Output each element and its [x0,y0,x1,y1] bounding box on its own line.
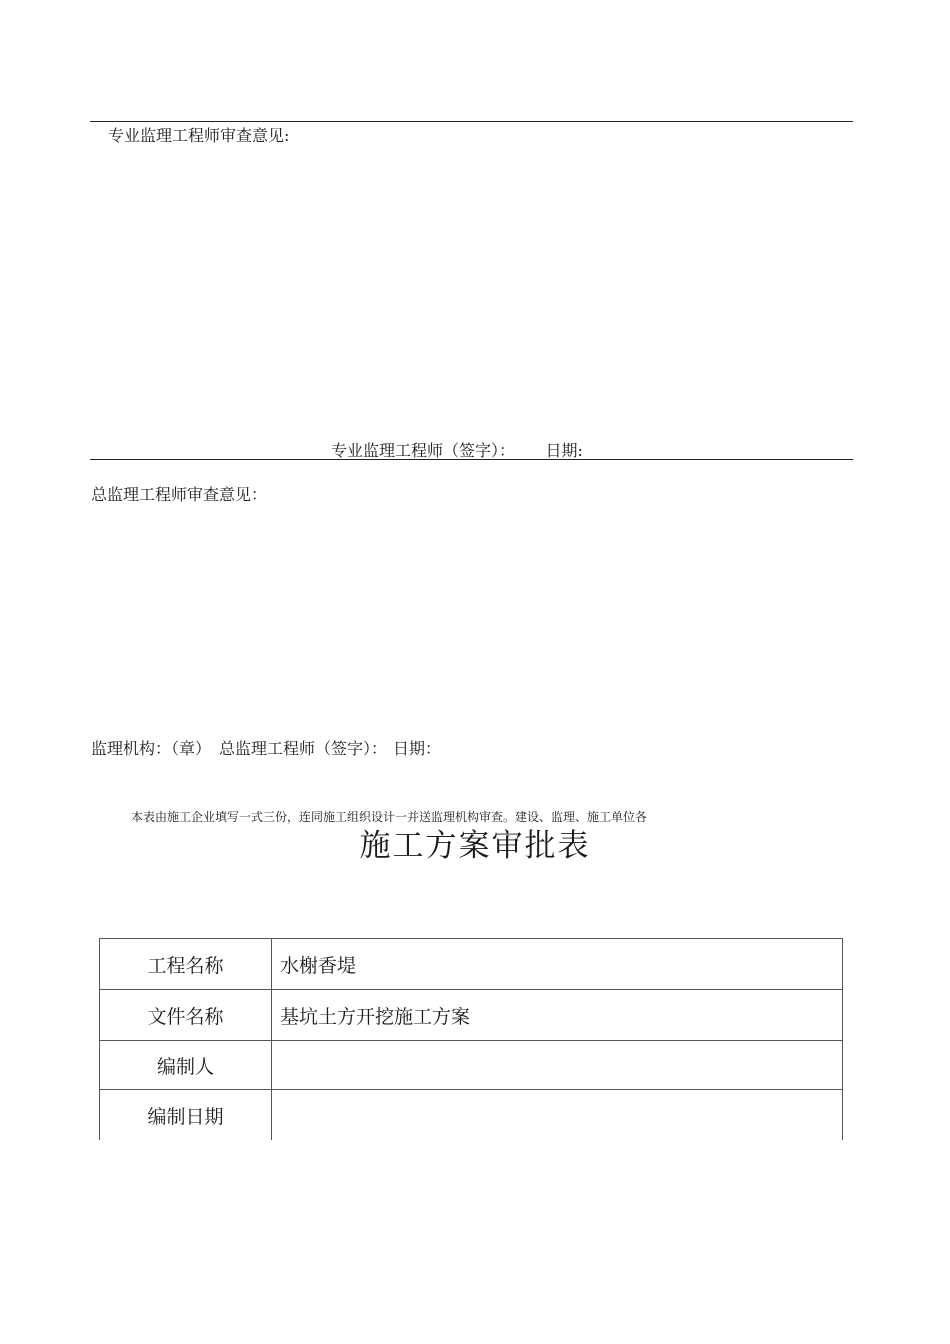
section-divider-top [90,121,853,122]
form-info-table [99,938,843,1140]
table-row [100,990,843,1041]
row-value-file-name: 基坑土方开挖施工方案 [272,990,843,1041]
row-label-file-name: 文件名称 [100,990,272,1041]
chief-review-heading: 总监理工程师审查意见： [91,485,268,504]
chief-org-label: 监理机构：（章） [91,739,212,758]
row-label-project-name: 工程名称 [100,939,272,990]
table-row [100,1090,843,1141]
specialist-date-label: 日期: [545,441,583,460]
form-title: 施工方案审批表 [359,828,591,864]
specialist-signature-label: 专业监理工程师（签字）： [331,441,516,460]
specialist-signature-line [331,441,583,461]
row-label-author: 编制人 [100,1041,272,1090]
chief-date-label: 日期： [393,739,442,758]
section-divider-middle [90,459,853,460]
specialist-review-heading: 专业监理工程师审查意见: [108,126,290,145]
form-note: 本表由施工企业填写一式三份，连同施工组织设计一并送监理机构审查。建设、监理、施工单位各 [131,810,648,824]
row-value-author [272,1041,843,1090]
signature-blank [515,441,546,460]
row-label-date: 编制日期 [100,1090,272,1141]
table-row [100,939,843,990]
chief-signature-line [91,739,441,759]
chief-signature-label: 总监理工程师（签字）： [219,739,388,758]
row-value-date [272,1090,843,1141]
table-row [100,1041,843,1090]
row-value-project-name: 水榭香堤 [272,939,843,990]
